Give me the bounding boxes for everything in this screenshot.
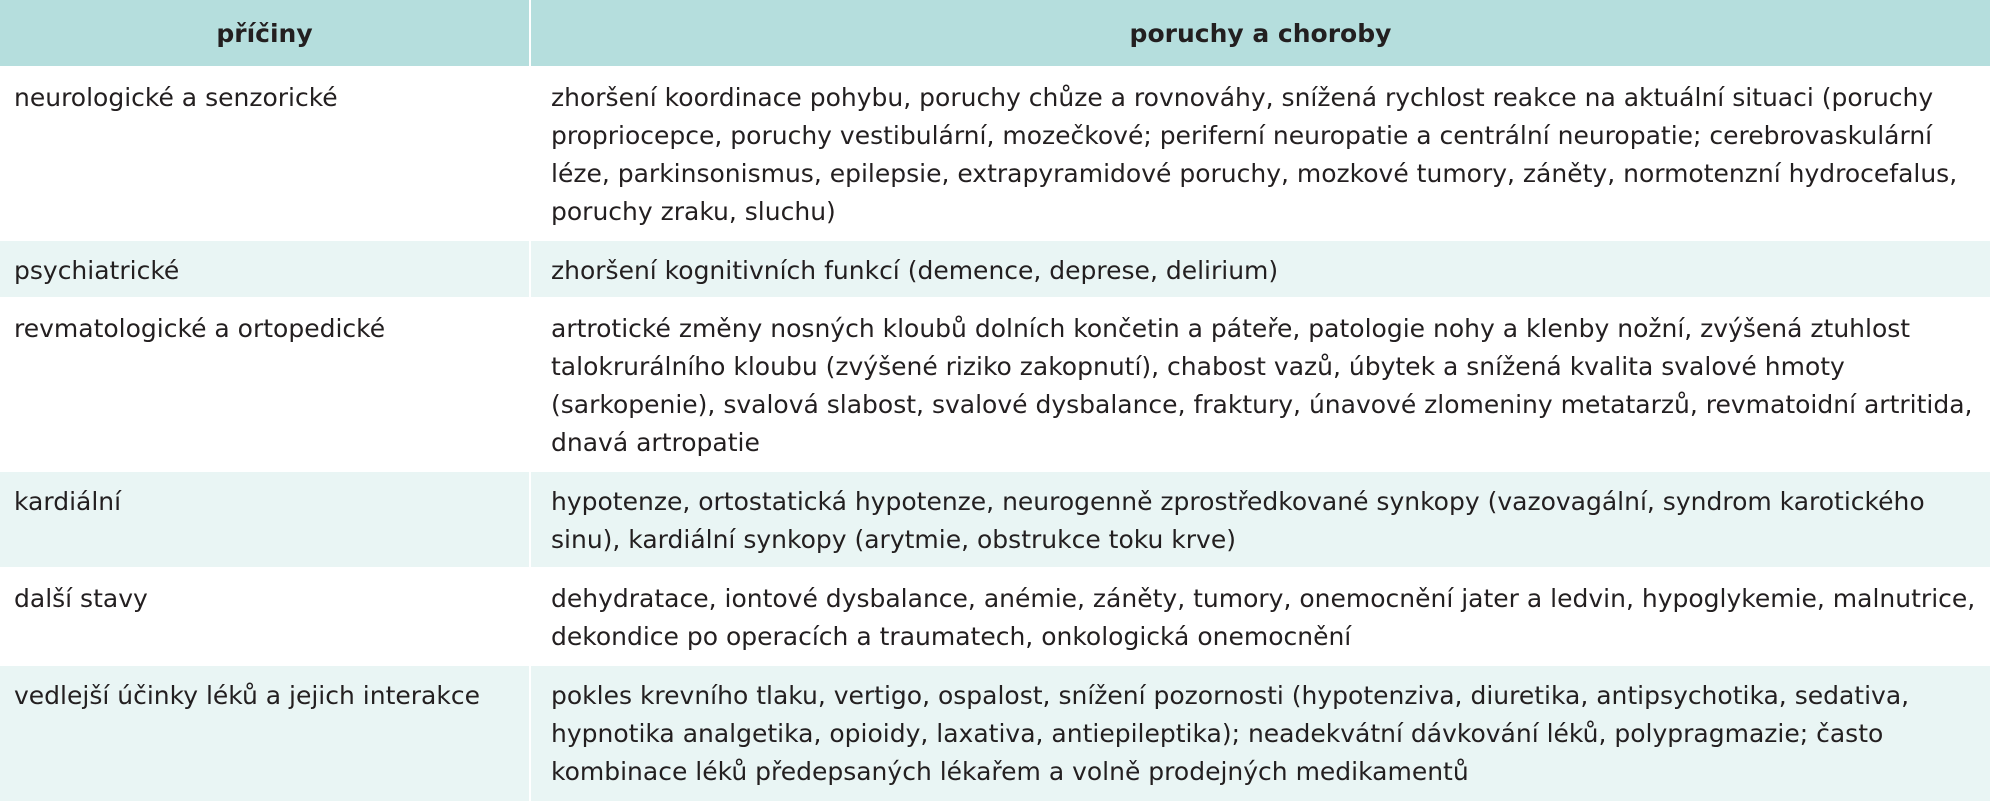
row-cause: revmatologické a ortopedické — [0, 298, 530, 471]
row-description: dehydratace, iontové dysbalance, anémie, záněty, tumory, onemocnění jater a ledvin, hypoglykemie, malnutrice, dekondice po operacích a traumatech, onkologická onemocnění — [530, 568, 1990, 665]
row-description: hypotenze, ortostatická hypotenze, neurogenně zprostředkované synkopy (vazovagální, syndrom karotického sinu), kardiální synkopy (arytmie, obstrukce toku krve) — [530, 471, 1990, 568]
row-cause: vedlejší účinky léků a jejich interakce — [0, 665, 530, 801]
table-row — [0, 240, 1990, 298]
table-row — [0, 67, 1990, 240]
header-causes: příčiny — [0, 0, 530, 67]
row-description: artrotické změny nosných kloubů dolních končetin a páteře, patologie nohy a klenby nožní, zvýšená ztuhlost talokrurálního kloubu (zvýšené riziko zakopnutí), chabost vazů, úbytek a snížená kvalita svalové hmoty (sarkopenie), svalová slabost, svalové dysbalance, fraktury, únavové zlomeniny metatarzů, revmatoidní artritida, dnavá artropatie — [530, 298, 1990, 471]
row-cause: další stavy — [0, 568, 530, 665]
row-cause: kardiální — [0, 471, 530, 568]
row-description: zhoršení kognitivních funkcí (demence, deprese, delirium) — [530, 240, 1990, 298]
row-cause: neurologické a senzorické — [0, 67, 530, 240]
table-row — [0, 298, 1990, 471]
row-description: pokles krevního tlaku, vertigo, ospalost, snížení pozornosti (hypotenziva, diuretika, antipsychotika, sedativa, hypnotika analgetika, opioidy, laxativa, antiepileptika); neadekvátní dávkování léků, polypragmazie; často kombinace léků předepsaných lékařem a volně prodejných medikamentů — [530, 665, 1990, 801]
row-cause: psychiatrické — [0, 240, 530, 298]
table-header-row — [0, 0, 1990, 67]
table-row — [0, 471, 1990, 568]
table-row — [0, 665, 1990, 801]
row-description: zhoršení koordinace pohybu, poruchy chůze a rovnováhy, snížená rychlost reakce na aktuální situaci (poruchy propriocepce, poruchy vestibulární, mozečkové; periferní neuropatie a centrální neuropatie; cerebrovaskulární léze, parkinsonismus, epilepsie, extrapyramidové poruchy, mozkové tumory, záněty, normotenzní hydrocefalus, poruchy zraku, sluchu) — [530, 67, 1990, 240]
table-row — [0, 568, 1990, 665]
header-disorders: poruchy a choroby — [530, 0, 1990, 67]
